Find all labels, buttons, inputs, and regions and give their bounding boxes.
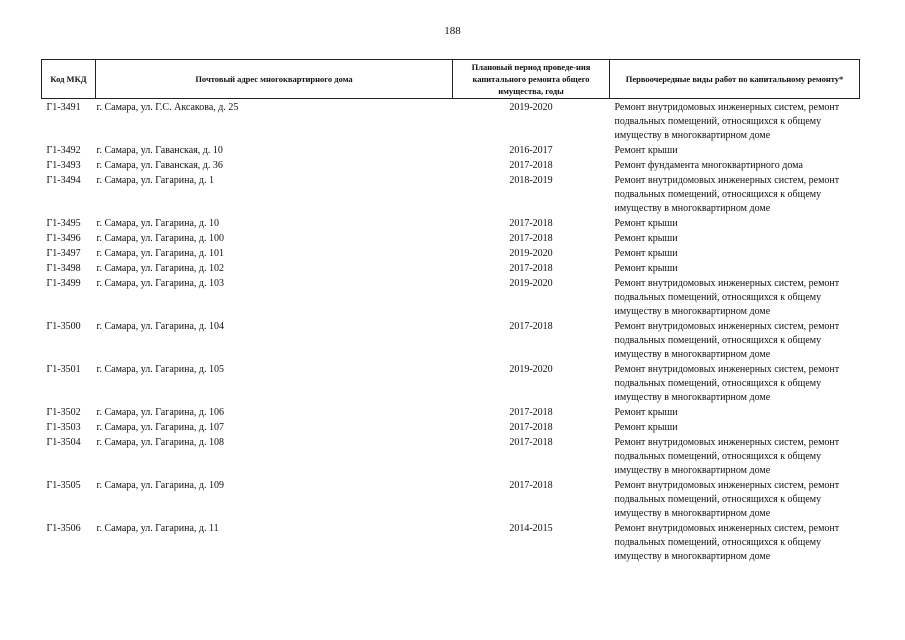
row-address: г. Самара, ул. Гагарина, д. 101 [96,248,225,259]
table-row [42,522,860,565]
row-address: г. Самара, ул. Гагарина, д. 102 [96,263,225,274]
row-address: г. Самара, ул. Г.С. Аксакова, д. 25 [96,102,239,113]
row-code: Г1-3496 [46,233,81,244]
row-period: 2017-2018 [509,422,553,433]
row-code: Г1-3506 [46,523,81,534]
row-code: Г1-3501 [46,364,81,375]
row-works: Ремонт крыши [614,407,678,418]
row-code: Г1-3498 [46,263,81,274]
table-header-row [42,60,860,99]
row-code: Г1-3505 [46,480,81,491]
row-works: Ремонт внутридомовых инженерных систем, ремонт подвальных помещений, относящихся к общему имуществу в многоквартирном доме [614,102,840,141]
table-row [42,144,860,159]
row-period: 2018-2019 [509,175,553,186]
row-code: Г1-3504 [46,437,81,448]
row-code: Г1-3502 [46,407,81,418]
table-row [42,363,860,406]
row-period: 2019-2020 [509,248,553,259]
row-address: г. Самара, ул. Гагарина, д. 10 [96,218,220,229]
row-works: Ремонт внутридомовых инженерных систем, ремонт подвальных помещений, относящихся к общему имуществу в многоквартирном доме [614,175,840,214]
header-period: Плановый период проведе-ния капитального ремонта общего имущества, годы [453,60,610,99]
row-address: г. Самара, ул. Гагарина, д. 11 [96,523,219,534]
row-code: Г1-3491 [46,102,81,113]
row-works: Ремонт крыши [614,145,678,156]
table-row [42,217,860,232]
row-address: г. Самара, ул. Гагарина, д. 104 [96,321,225,332]
row-period: 2017-2018 [509,437,553,448]
row-code: Г1-3499 [46,278,81,289]
row-period: 2017-2018 [509,160,553,171]
table-row [42,320,860,363]
header-address: Почтовый адрес многоквартирного дома [96,60,453,99]
table-row [42,232,860,247]
row-address: г. Самара, ул. Гагарина, д. 107 [96,422,225,433]
table-row [42,436,860,479]
row-code: Г1-3493 [46,160,81,171]
row-address: г. Самара, ул. Гагарина, д. 108 [96,437,225,448]
row-works: Ремонт крыши [614,263,678,274]
row-works: Ремонт внутридомовых инженерных систем, ремонт подвальных помещений, относящихся к общему имуществу в многоквартирном доме [614,321,840,360]
table-row [42,99,860,145]
row-period: 2019-2020 [509,102,553,113]
table-row [42,421,860,436]
row-period: 2017-2018 [509,263,553,274]
page-number: 188 [444,25,461,37]
table-row [42,479,860,522]
table-row [42,174,860,217]
row-address: г. Самара, ул. Гагарина, д. 109 [96,480,225,491]
housing-registry-table [41,59,860,565]
row-works: Ремонт внутридомовых инженерных систем, ремонт подвальных помещений, относящихся к общему имуществу в многоквартирном доме [614,278,840,317]
header-code: Код МКД [42,60,96,99]
row-address: г. Самара, ул. Гагарина, д. 100 [96,233,225,244]
row-works: Ремонт внутридомовых инженерных систем, ремонт подвальных помещений, относящихся к общему имуществу в многоквартирном доме [614,523,840,562]
row-code: Г1-3500 [46,321,81,332]
table-row [42,159,860,174]
header-works: Первоочередные виды работ по капитальному ремонту* [610,60,860,99]
row-code: Г1-3495 [46,218,81,229]
row-works: Ремонт внутридомовых инженерных систем, ремонт подвальных помещений, относящихся к общему имуществу в многоквартирном доме [614,437,840,476]
row-address: г. Самара, ул. Гагарина, д. 1 [96,175,215,186]
row-works: Ремонт крыши [614,248,678,259]
table-row [42,277,860,320]
row-period: 2017-2018 [509,407,553,418]
row-works: Ремонт крыши [614,218,678,229]
row-period: 2017-2018 [509,218,553,229]
table-row [42,247,860,262]
row-address: г. Самара, ул. Гагарина, д. 106 [96,407,225,418]
table-row [42,262,860,277]
row-address: г. Самара, ул. Гагарина, д. 103 [96,278,225,289]
row-works: Ремонт крыши [614,422,678,433]
row-works: Ремонт внутридомовых инженерных систем, ремонт подвальных помещений, относящихся к общему имуществу в многоквартирном доме [614,364,840,403]
row-address: г. Самара, ул. Гагарина, д. 105 [96,364,225,375]
row-period: 2017-2018 [509,321,553,332]
row-code: Г1-3492 [46,145,81,156]
row-code: Г1-3503 [46,422,81,433]
row-address: г. Самара, ул. Гаванская, д. 10 [96,145,223,156]
table-body [42,99,860,566]
row-period: 2019-2020 [509,364,553,375]
row-works: Ремонт фундамента многоквартирного дома [614,160,803,171]
row-period: 2014-2015 [509,523,553,534]
table-row [42,406,860,421]
row-period: 2017-2018 [509,480,553,491]
row-address: г. Самара, ул. Гаванская, д. 36 [96,160,223,171]
row-works: Ремонт крыши [614,233,678,244]
row-period: 2017-2018 [509,233,553,244]
row-period: 2019-2020 [509,278,553,289]
row-works: Ремонт внутридомовых инженерных систем, ремонт подвальных помещений, относящихся к общему имуществу в многоквартирном доме [614,480,840,519]
row-code: Г1-3497 [46,248,81,259]
row-code: Г1-3494 [46,175,81,186]
row-period: 2016-2017 [509,145,553,156]
